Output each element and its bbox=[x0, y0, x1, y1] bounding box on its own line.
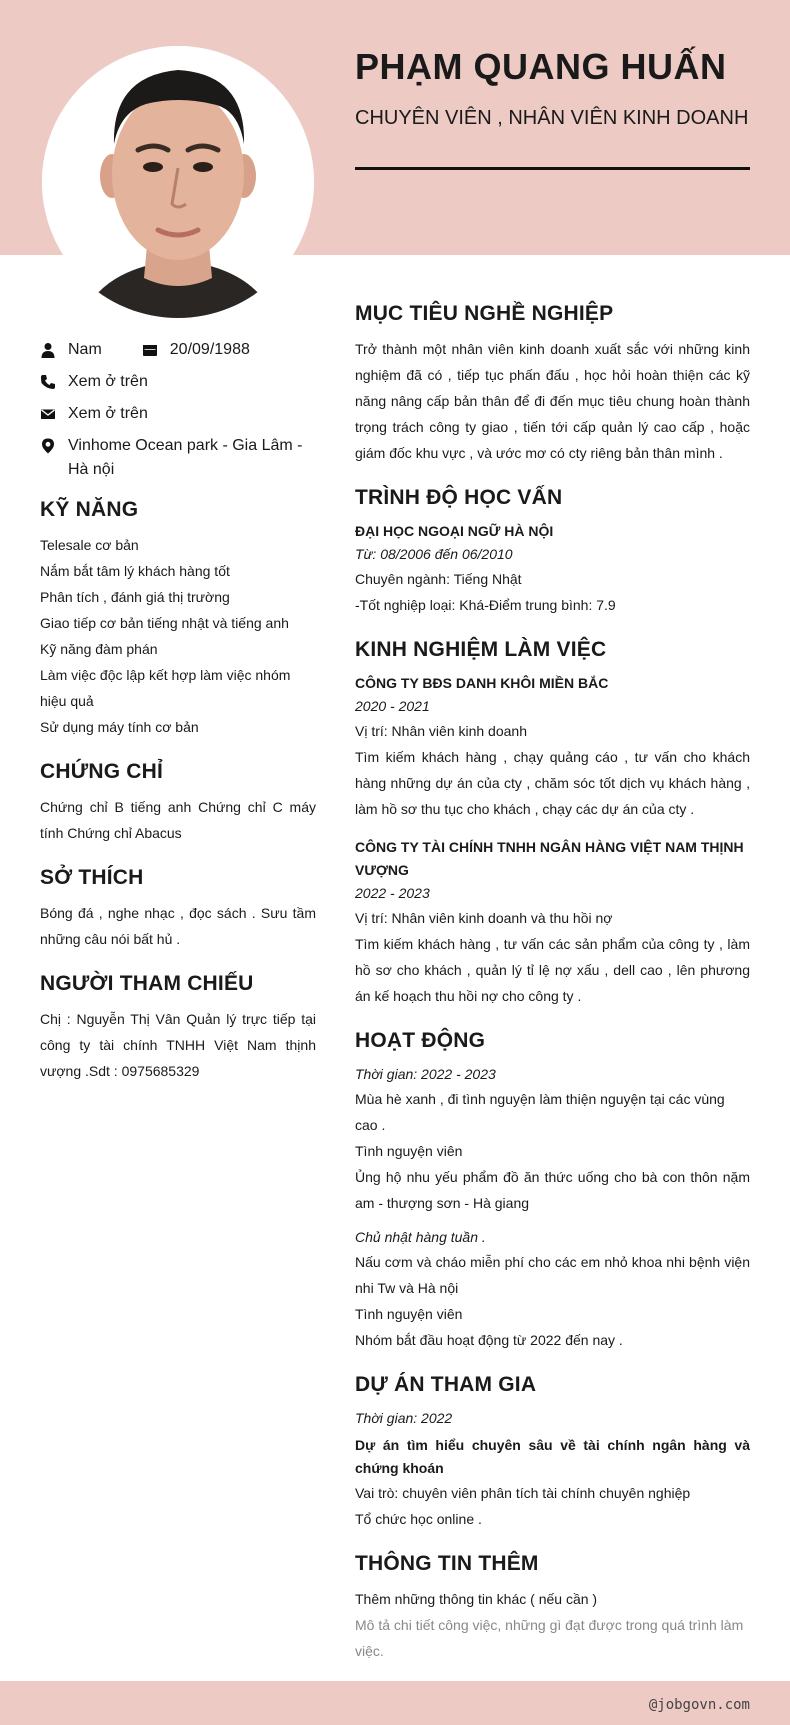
activity-time: Chủ nhật hàng tuần . bbox=[355, 1229, 486, 1245]
project-name: Dự án tìm hiểu chuyên sâu về tài chính ngân hàng và chứng khoán bbox=[355, 1437, 750, 1476]
header-divider bbox=[355, 167, 750, 170]
calendar-icon bbox=[142, 338, 158, 362]
experience-section bbox=[355, 636, 750, 1009]
phone-value: Xem ở trên bbox=[68, 373, 148, 390]
job-position: Vị trí: Nhân viên kinh doanh và thu hồi nợ bbox=[355, 910, 613, 926]
extra-info-section bbox=[355, 1550, 750, 1664]
projects-section bbox=[355, 1371, 750, 1532]
email-row bbox=[40, 402, 316, 426]
left-column bbox=[40, 338, 316, 1102]
job-entry bbox=[355, 672, 750, 822]
experience-heading: KINH NGHIỆM LÀM VIỆC bbox=[355, 638, 607, 661]
activity-role: Tình nguyện viên bbox=[355, 1143, 463, 1159]
job-period: 2022 - 2023 bbox=[355, 885, 430, 901]
gender-cell bbox=[40, 338, 102, 362]
objective-text: Trở thành một nhân viên kinh doanh xuất sắc với những kinh nghiệm đã có , tiếp tục phấn đấu , học hỏi hoàn thiện các kỹ năng nâng cấp bản thân để đi đến mục tiêu chung hoàn thành trọng trách công ty giao , tiến tới cấp quản lý cao cấp , hoặc giám đốc khu vực , và ước mơ có cty riêng bản thân mình . bbox=[355, 341, 750, 461]
references-heading: NGƯỜI THAM CHIẾU bbox=[40, 972, 254, 995]
hobbies-section bbox=[40, 864, 316, 952]
activity-description: Mùa hè xanh , đi tình nguyện làm thiện nguyện tại các vùng cao . bbox=[355, 1091, 725, 1133]
activities-heading: HOẠT ĐỘNG bbox=[355, 1029, 486, 1052]
job-period: 2020 - 2021 bbox=[355, 698, 430, 714]
birth-cell bbox=[142, 338, 250, 362]
skill-item: Kỹ năng đàm phán bbox=[40, 641, 158, 657]
certificates-heading: CHỨNG CHỈ bbox=[40, 760, 164, 783]
activity-detail: Ủng hộ nhu yếu phẩm đồ ăn thức uống cho bà con thôn nặm am - thượng sơn - Hà giang bbox=[355, 1169, 750, 1211]
job-company: CÔNG TY BĐS DANH KHÔI MIỀN BẮC bbox=[355, 675, 609, 691]
email-value: Xem ở trên bbox=[68, 405, 148, 422]
activity-entry bbox=[355, 1063, 750, 1216]
job-entry bbox=[355, 836, 750, 1009]
skill-item: Phân tích , đánh giá thị trường bbox=[40, 589, 230, 605]
envelope-icon bbox=[40, 402, 56, 426]
activity-time: Thời gian: 2022 - 2023 bbox=[355, 1066, 496, 1082]
gender-birth-row bbox=[40, 338, 316, 362]
skill-item: Sử dụng máy tính cơ bản bbox=[40, 719, 199, 735]
activities-section bbox=[355, 1027, 750, 1353]
skill-item: Nắm bắt tâm lý khách hàng tốt bbox=[40, 563, 230, 579]
hobbies-text: Bóng đá , nghe nhạc , đọc sách . Sưu tầm những câu nói bất hủ . bbox=[40, 905, 316, 947]
education-section bbox=[355, 484, 750, 618]
phone-icon bbox=[40, 370, 56, 394]
references-text: Chị : Nguyễn Thị Vân Quản lý trực tiếp tại công ty tài chính TNHH Việt Nam thịnh vượng .Sdt : 0975685329 bbox=[40, 1011, 316, 1079]
job-company: CÔNG TY TÀI CHÍNH TNHH NGÂN HÀNG VIỆT NAM THỊNH VƯỢNG bbox=[355, 839, 744, 878]
job-position: Vị trí: Nhân viên kinh doanh bbox=[355, 723, 527, 739]
skills-section bbox=[40, 496, 316, 740]
extra-info-heading: THÔNG TIN THÊM bbox=[355, 1552, 539, 1575]
skill-item: Làm việc độc lập kết hợp làm việc nhóm hiệu quả bbox=[40, 667, 291, 709]
education-period: Từ: 08/2006 đến 06/2010 bbox=[355, 546, 513, 562]
education-heading: TRÌNH ĐỘ HỌC VẤN bbox=[355, 486, 563, 509]
job-description: Tìm kiếm khách hàng , tư vấn các sản phẩm của công ty , làm hồ sơ cho khách , quản lý tỉ lệ nợ xấu , dell cao , lên phương án kế hoạch thu hồi nợ cho công ty . bbox=[355, 936, 750, 1004]
phone-row bbox=[40, 370, 316, 394]
activity-role: Tình nguyện viên bbox=[355, 1306, 463, 1322]
activity-description: Nấu cơm và cháo miễn phí cho các em nhỏ khoa nhi bệnh viện nhi Tw và Hà nội bbox=[355, 1254, 750, 1296]
certificates-section bbox=[40, 758, 316, 846]
extra-info-hint: Mô tả chi tiết công việc, những gì đạt được trong quá trình làm việc. bbox=[355, 1617, 744, 1659]
activity-entry bbox=[355, 1226, 750, 1353]
project-time: Thời gian: 2022 bbox=[355, 1410, 453, 1426]
certificates-text: Chứng chỉ B tiếng anh Chứng chỉ C máy tính Chứng chỉ Abacus bbox=[40, 799, 316, 841]
address-row bbox=[40, 434, 316, 482]
candidate-name: PHẠM QUANG HUẤN bbox=[355, 46, 727, 87]
person-icon bbox=[40, 338, 56, 362]
address-value: Vinhome Ocean park - Gia Lâm - Hà nội bbox=[68, 437, 303, 478]
extra-info-text: Thêm những thông tin khác ( nếu cần ) bbox=[355, 1591, 598, 1607]
education-major: Chuyên ngành: Tiếng Nhật bbox=[355, 571, 522, 587]
job-description: Tìm kiếm khách hàng , chạy quảng cáo , tư vấn cho khách hàng những dự án của cty , chăm sóc tốt dịch vụ khách hàng , làm hồ sơ thu tục cho khách , chạy các dự án của cty . bbox=[355, 749, 750, 817]
location-pin-icon bbox=[40, 434, 56, 458]
project-note: Tổ chức học online . bbox=[355, 1511, 482, 1527]
birth-date-value: 20/09/1988 bbox=[169, 341, 250, 358]
candidate-title: CHUYÊN VIÊN , NHÂN VIÊN KINH DOANH bbox=[355, 107, 749, 129]
right-column bbox=[355, 300, 750, 1682]
spacer bbox=[355, 1216, 750, 1226]
gender-value: Nam bbox=[68, 341, 102, 358]
school-name: ĐẠI HỌC NGOẠI NGỮ HÀ NỘI bbox=[355, 523, 554, 539]
education-grade: -Tốt nghiệp loại: Khá-Điểm trung bình: 7.9 bbox=[355, 597, 616, 613]
skill-item: Giao tiếp cơ bản tiếng nhật và tiếng anh bbox=[40, 615, 289, 631]
objective-heading: MỤC TIÊU NGHỀ NGHIỆP bbox=[355, 302, 614, 325]
references-section bbox=[40, 970, 316, 1084]
profile-photo bbox=[42, 46, 314, 318]
skills-heading: KỸ NĂNG bbox=[40, 498, 139, 521]
project-role: Vai trò: chuyên viên phân tích tài chính chuyên nghiệp bbox=[355, 1485, 691, 1501]
spacer bbox=[355, 822, 750, 832]
footer-watermark: @jobgovn.com bbox=[648, 1697, 750, 1713]
skill-item: Telesale cơ bản bbox=[40, 537, 139, 553]
hobbies-heading: SỞ THÍCH bbox=[40, 866, 144, 889]
projects-heading: DỰ ÁN THAM GIA bbox=[355, 1373, 537, 1396]
activity-detail: Nhóm bắt đầu hoạt động từ 2022 đến nay . bbox=[355, 1332, 623, 1348]
objective-section bbox=[355, 300, 750, 466]
